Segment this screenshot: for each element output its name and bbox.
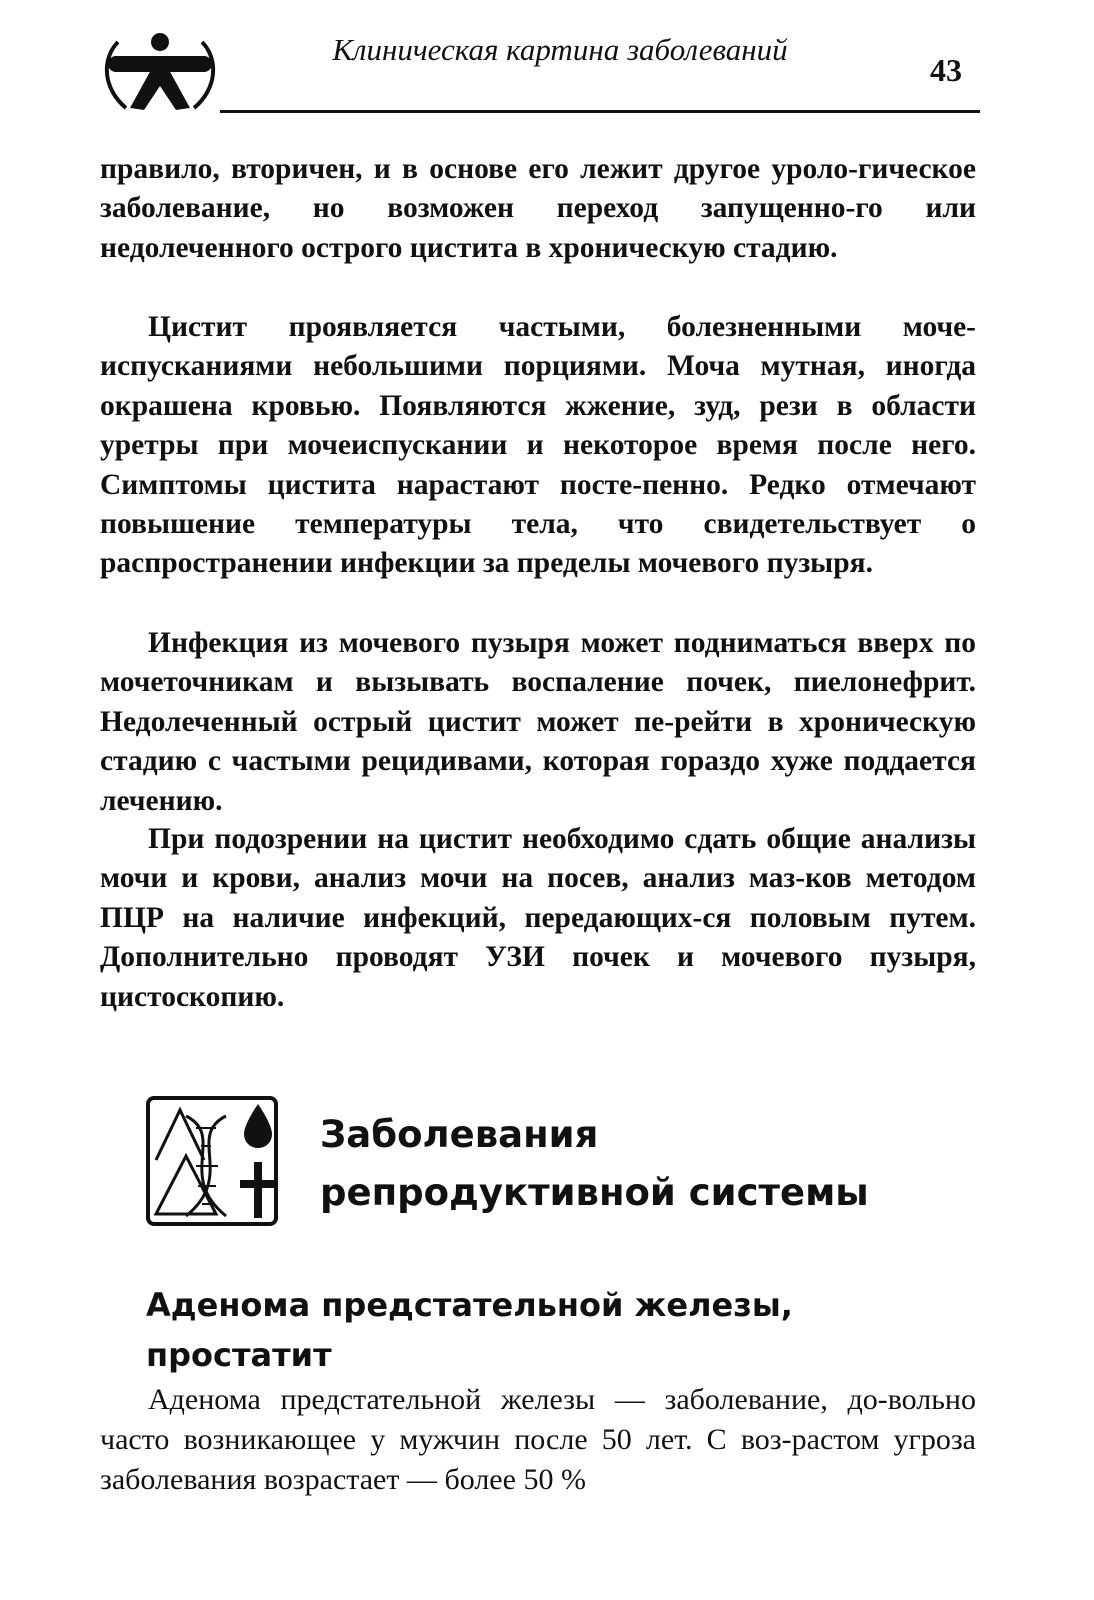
section-title	[320, 1106, 869, 1222]
dna-pyramid-drop-icon	[146, 1096, 278, 1226]
human-figure-logo-icon	[98, 28, 222, 114]
paragraph-2-text: Цистит проявляется частыми, болезненными моче-испусканиями небольшими порциями. Моча мутная, иногда окрашена кровью. Появляются жжение, зуд, рези в области уретры при мочеиспускании и некоторое время после него. Симптомы цистита нарастают посте-пенно. Редко отмечают повышение температуры тела, что свидетельствует о распространении инфекции за пределы мочевого пузыря.	[100, 311, 976, 580]
paragraph-1	[100, 150, 976, 268]
running-title: Клиническая картина заболеваний	[332, 32, 788, 67]
article-title-line-1: Аденома предстательной железы,	[146, 1286, 793, 1324]
page-number: 43	[930, 52, 962, 88]
paragraph-1-text: правило, вторичен, и в основе его лежит другое уроло-гическое заболевание, но возможен переход запущенно-го или недолеченного острого цистита в хроническую стадию.	[100, 153, 976, 264]
section-title-line-2: репродуктивной системы	[320, 1171, 869, 1214]
paragraph-4	[100, 820, 976, 1017]
paragraph-2	[100, 308, 976, 584]
paragraph-3-text: Инфекция из мочевого пузыря может подниматься вверх по мочеточникам и вызывать воспаление почек, пиелонефрит. Недолеченный острый цистит может пе-рейти в хроническую стадию с частыми рецидивами, которая гораздо хуже поддается лечению.	[100, 627, 976, 817]
section-title-line-1: Заболевания	[320, 1113, 599, 1156]
article-title-line-2: простатит	[146, 1336, 332, 1374]
article-paragraph-1	[100, 1380, 976, 1500]
header-divider	[220, 110, 980, 113]
article-paragraph-1-text: Аденома предстательной железы — заболевание, до-вольно часто возникающее у мужчин после 50 лет. С воз-растом угроза заболевания возрастает — более 50 %	[100, 1383, 976, 1496]
article-title	[146, 1280, 793, 1380]
paragraph-4-text: При подозрении на цистит необходимо сдать общие анализы мочи и крови, анализ мочи на посев, анализ маз-ков методом ПЦР на наличие инфекций, передающих-ся половым путем. Дополнительно проводят УЗИ почек и мочевого пузыря, цистоскопию.	[100, 823, 976, 1013]
paragraph-3	[100, 624, 976, 821]
